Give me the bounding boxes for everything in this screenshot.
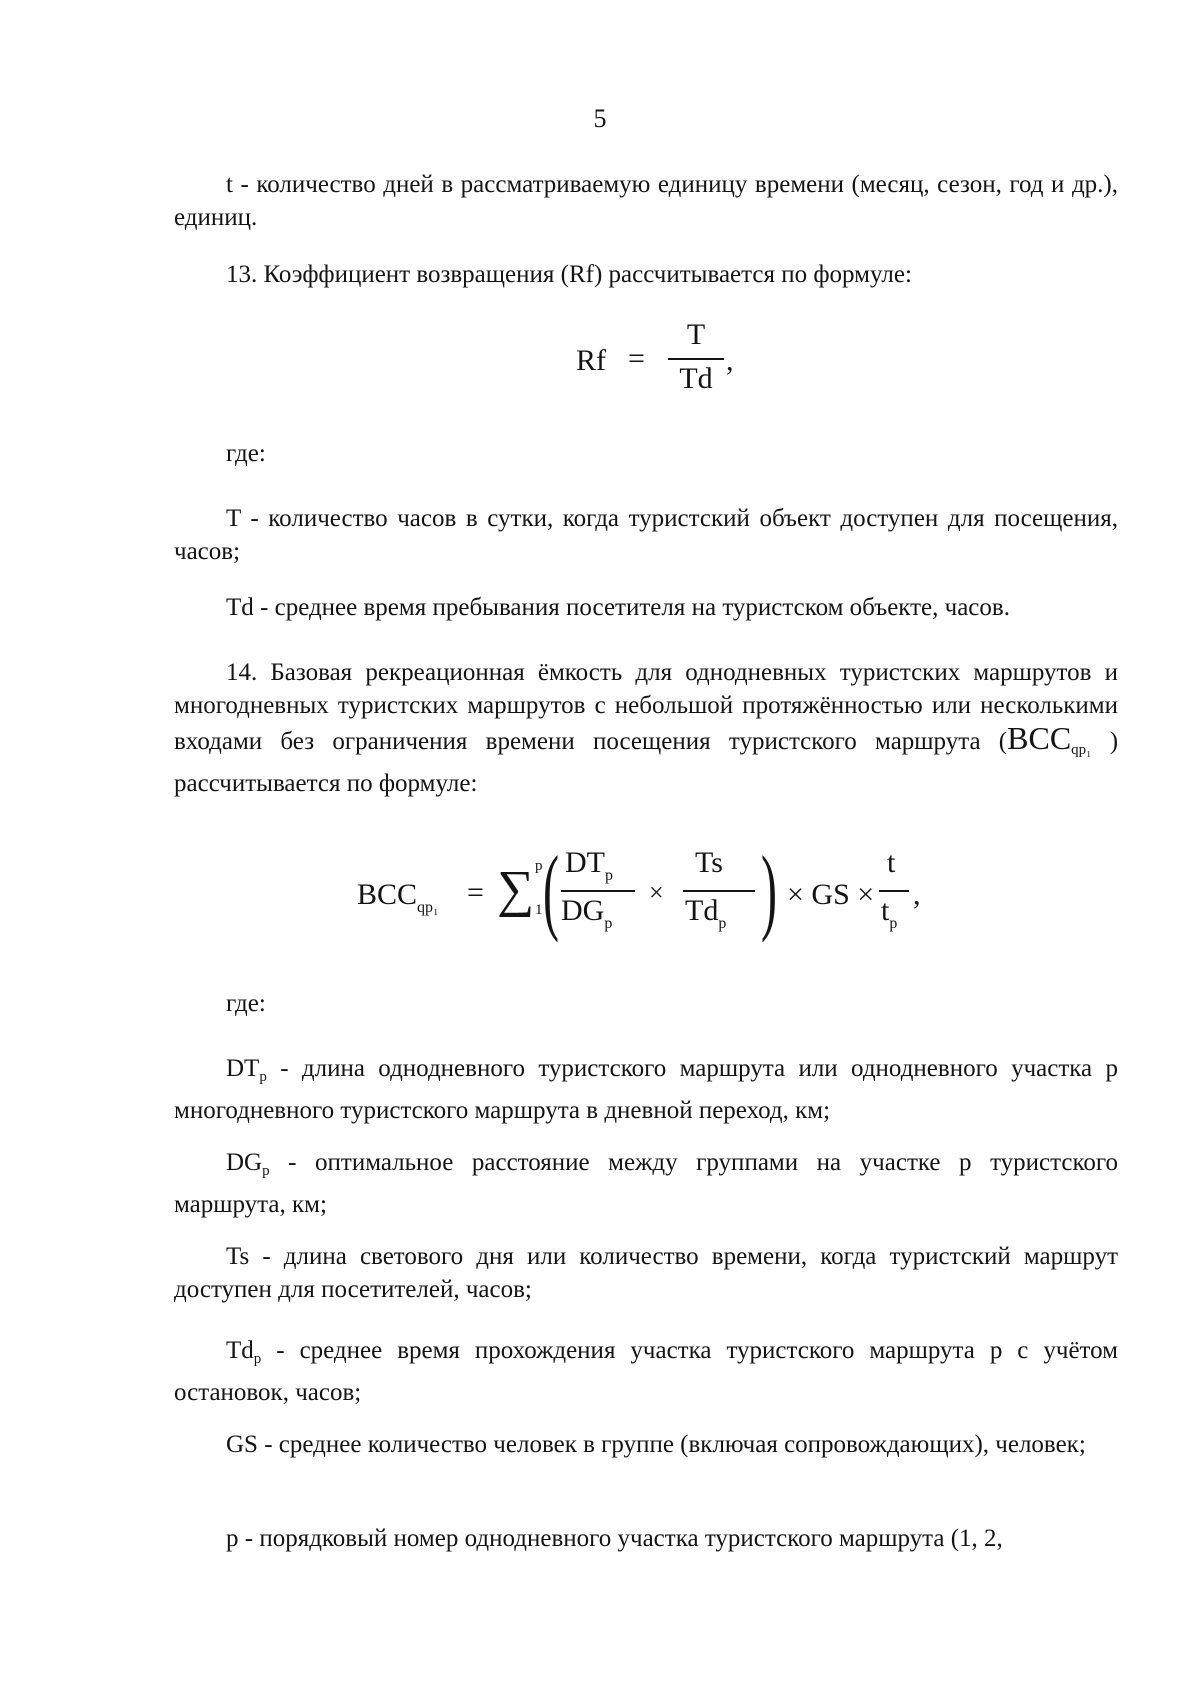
formula-rf-equals: =	[628, 342, 645, 375]
formula-bcc-frac1-den: $DG_p$	[561, 894, 613, 932]
where-label-1: где:	[226, 440, 266, 467]
definition-GS: GS - среднее количество человек в группе (включая сопровождающих), человек;	[226, 1431, 1086, 1458]
paragraph-t-definition: t - количество дней в рассматриваемую единицу времени (месяц, сезон, год и др.), единиц.	[174, 171, 1118, 231]
formula-bcc-sum-sup: p	[535, 858, 543, 874]
formula-rf	[576, 318, 736, 408]
paragraph-14	[174, 656, 1118, 800]
formula-rf-numerator: T	[686, 318, 706, 351]
formula-rf-comma: ,	[726, 344, 734, 377]
formula-bcc-frac2-den: $Td_p$	[685, 894, 727, 932]
formula-bcc-equals: =	[467, 876, 484, 909]
formula-rf-denominator: Td	[679, 362, 713, 395]
formula-bcc-frac2-bar	[683, 890, 755, 892]
formula-rf-fraction-bar	[668, 358, 724, 360]
paragraph-14-text-b: ) рассчитывается по формуле:	[174, 728, 1119, 797]
formula-bcc-paren-open: (	[543, 836, 559, 943]
paragraph-14-symbol: BCC	[1007, 720, 1072, 756]
formula-bcc-frac1-bar	[561, 890, 635, 892]
formula-bcc-frac1-num: $DT_p$	[565, 846, 613, 884]
formula-bcc-comma: ,	[913, 878, 921, 911]
formula-bcc-frac2-num: Ts	[695, 846, 723, 879]
definition-DGp: $DG_p$ - оптимальное расстояние между группами на участке p туристского маршрута, км;	[174, 1149, 1118, 1218]
where-label-2: где:	[226, 990, 266, 1017]
formula-bcc-frac3-num: t	[887, 846, 896, 879]
definition-Td: Td - среднее время пребывания посетителя на туристском объекте, часов.	[226, 594, 1010, 621]
definition-DTp: $DT_p$ - длина однодневного туристского маршрута или однодневного участка p многодневного туристского маршрута в дневной переход, км;	[174, 1055, 1118, 1124]
formula-bcc-sum: ∑	[497, 861, 535, 918]
paragraph-13: 13. Коэффициент возвращения (Rf) рассчитывается по формуле:	[226, 261, 912, 288]
formula-bcc-times1: ×	[649, 878, 664, 907]
definition-p: p - порядковый номер однодневного участка туристского маршрута (1, 2,	[226, 1525, 1003, 1552]
formula-rf-lhs: Rf	[576, 344, 606, 377]
paragraph-14-text-a: 14. Базовая рекреационная ёмкость для однодневных туристских маршрутов и многодневных туристских маршрутов с небольшой протяжённостью или несколькими входами без ограничения времени посещения туристского маршрута (	[174, 659, 1118, 755]
formula-bcc-times-gs: × GS ×	[787, 878, 875, 911]
formula-bcc-frac3-bar	[879, 890, 909, 892]
formula-bcc-lhs: $BCC_{qp_1}$	[357, 878, 439, 916]
formula-bcc	[357, 838, 937, 948]
definition-T: T - количество часов в сутки, когда туристский объект доступен для посещения, часов;	[174, 505, 1118, 565]
page-number: 5	[593, 104, 607, 133]
formula-bcc-sum-sub: 1	[535, 902, 543, 918]
formula-bcc-frac3-den: $t_p$	[881, 894, 898, 932]
formula-bcc-paren-close: )	[761, 836, 777, 943]
definition-Tdp: $Td_p$ - среднее время прохождения участка туристского маршрута p с учётом остановок, часов;	[174, 1337, 1118, 1406]
definition-Ts: Ts - длина светового дня или количество времени, когда туристский маршрут доступен для посетителей, часов;	[174, 1243, 1118, 1303]
paragraph-14-symbol-sub: qp₁	[1071, 742, 1092, 758]
